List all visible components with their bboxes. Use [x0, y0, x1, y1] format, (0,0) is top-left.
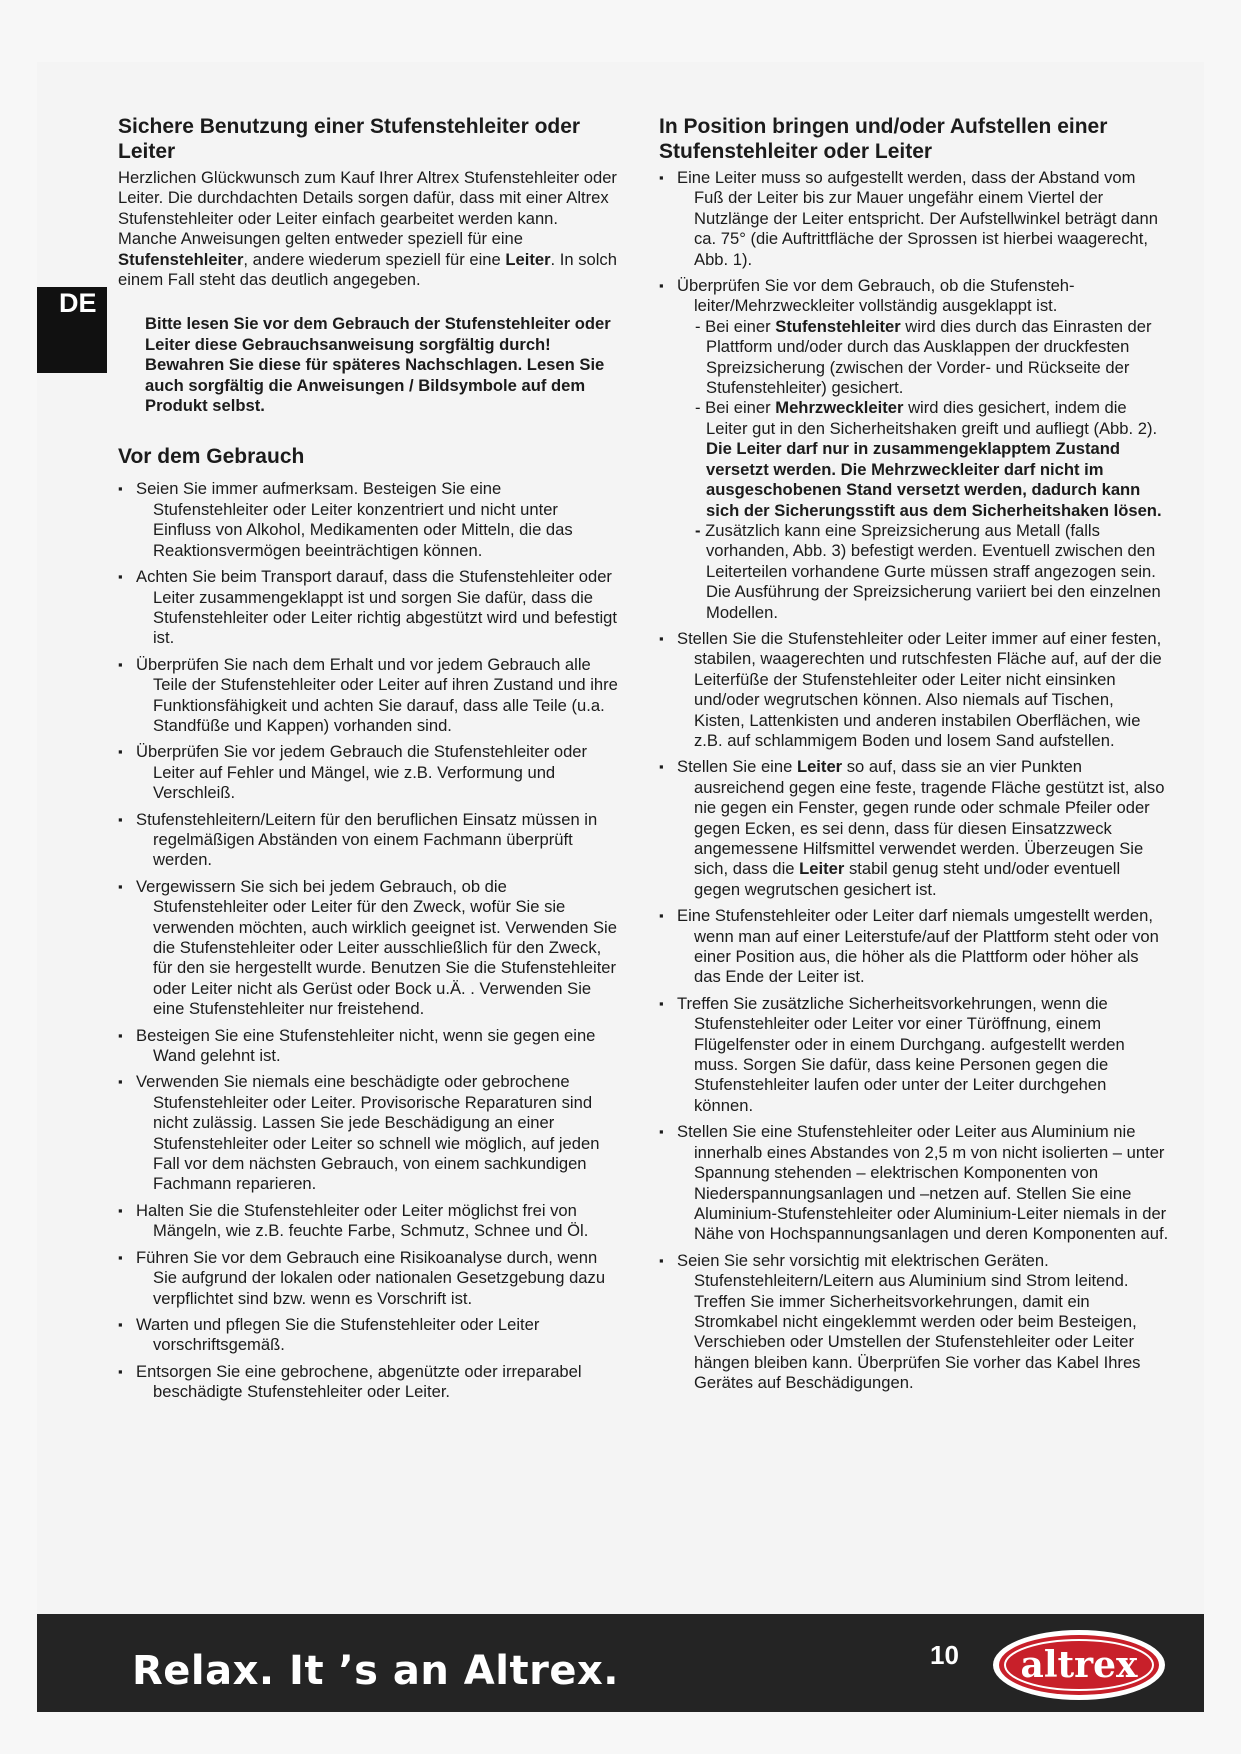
list-item: ▪ Überprüfen Sie nach dem Erhalt und vor jedem Gebrauch alle Teile der Stufenstehleiter oder Leiter auf ihren Zustand und ihre Funktionsfähigkeit und achten Sie darauf, dass alle Teile (u.a. Standfüße und Kappen) vorhanden sind.: [118, 655, 618, 737]
sub-item: - Bei einer Mehrzweckleiter wird dies gesichert, indem die Leiter gut in den Sicherheitshaken greift und aufliegt (Abb. 2). Die Leiter darf nur in zusammengeklapptem Zustand versetzt werden. Die Mehrzweckleiter darf nicht im ausgeschobenen Stand versetzt werden, dadurch kann sich der Sicherungsstift aus dem Sicherheitshaken lösen.: [695, 398, 1162, 520]
intro-paragraph: Herzlichen Glückwunsch zum Kauf Ihrer Altrex Stufenstehleiter oder Leiter. Die durchdachten Details sorgen dafür, dass mit einer Altrex Stufenstehleiter oder Leiter einfach gearbeitet werden kann. Manche Anweisungen gelten entweder speziell für eine Stufenstehleiter, andere wiederum speziell für eine Leiter. In solch einem Fall steht das deutlich angegeben.: [118, 168, 617, 290]
list-item: ▪ Stufenstehleitern/Leitern für den beruflichen Einsatz müssen in regelmäßigen Abständen von einem Fachmann überprüft werden.: [118, 810, 618, 871]
logo-text: altrex: [1020, 1644, 1138, 1686]
list-item: ▪ Stellen Sie die Stufenstehleiter oder Leiter immer auf einer festen, stabilen, waagerechten und rutschfesten Fläche auf, auf der die Leiterfüße der Stufenstehleiter oder Leiter nicht einsinken und/oder wegrutschen können. Also niemals auf Tischen, Kisten, Lattenkisten und anderen instabilen Oberflächen, wie z.B. auf schlammigem Boden und losem Sand aufstellen.: [659, 629, 1169, 751]
sub-item: - Bei einer Stufenstehleiter wird dies durch das Einrasten der Plattform und/oder durch das Ausklappen der druckfesten Spreizsicherung (zwischen der Vorder- und Rückseite der Stufenstehleiter) gesichert.: [695, 316, 1152, 398]
sub-item: - Zusätzlich kann eine Spreizsicherung aus Metall (falls vorhanden, Abb. 3) befestigt werden. Eventuell zwischen den Leiterteilen vorhandene Gurte müssen straff angezogen sein. Die Ausführung der Spreizsicherung variiert bei den einzelnen Modellen.: [695, 520, 1161, 622]
list-item: ▪ Seien Sie sehr vorsichtig mit elektrischen Geräten. Stufenstehleitern/Leitern aus Aluminium sind Strom leitend. Treffen Sie immer Sicherheitsvorkehrungen, damit ein Stromkabel nicht eingeklemmt werden oder beim Besteigen, Verschieben oder Umstellen der Stufenstehleiter oder Leiter hängen bleiben kann. Überprüfen Sie vorher das Kabel Ihres Gerätes auf Beschädigungen.: [659, 1251, 1169, 1394]
sub-list: [695, 317, 1169, 623]
right-column: [659, 114, 1169, 1400]
slogan: Relax. It ’s an Altrex.: [132, 1648, 619, 1694]
list-item: ▪ Besteigen Sie eine Stufenstehleiter nicht, wenn sie gegen eine Wand gelehnt ist.: [118, 1026, 618, 1067]
list-item: ▪ Halten Sie die Stufenstehleiter oder Leiter möglichst frei von Mängeln, wie z.B. feuchte Farbe, Schmutz, Schnee und Öl.: [118, 1201, 618, 1242]
list-item: ▪ Führen Sie vor dem Gebrauch eine Risikoanalyse durch, wenn Sie aufgrund der lokalen oder nationalen Gesetzgebung dazu verpflichtet sind bzw. wenn es Vorschrift ist.: [118, 1248, 618, 1309]
list-item: ▪ Achten Sie beim Transport darauf, dass die Stufenstehleiter oder Leiter zusammengeklappt ist und sorgen Sie dafür, dass die Stufenstehleiter oder Leiter richtig abgestützt wird und befestigt ist.: [118, 567, 618, 649]
page-number: 10: [930, 1640, 959, 1670]
list-item: ▪ Verwenden Sie niemals eine beschädigte oder gebrochene Stufenstehleiter oder Leiter. Provisorische Reparaturen sind nicht zulässig. Lassen Sie jede Beschädigung an einer Stufenstehleiter oder Leiter so schnell wie möglich, auf jeden Fall vor dem nächsten Gebrauch, von einem sachkundigen Fachmann reparieren.: [118, 1072, 618, 1194]
section-title-before-use: Vor dem Gebrauch: [118, 445, 305, 469]
language-tab: DE: [37, 287, 107, 373]
list-item: ▪ Überprüfen Sie vor jedem Gebrauch die Stufenstehleiter oder Leiter auf Fehler und Mängel, wie z.B. Verformung und Verschleiß.: [118, 742, 618, 803]
list-item: ▪ Stellen Sie eine Leiter so auf, dass sie an vier Punkten ausreichend gegen eine feste, tragende Fläche gestützt ist, also nie gegen ein Fenster, gegen runde oder schmale Pfeiler oder gegen Ecken, es sei denn, dass für diesen Einsatzzweck angemessene Hilfsmittel verwendet werden. Überzeugen Sie sich, dass die Leiter stabil genug steht und/oder eventuell gegen wegrutschen gesichert ist.: [659, 757, 1169, 900]
read-instructions-notice: Bitte lesen Sie vor dem Gebrauch der Stufenstehleiter oder Leiter diese Gebrauchsanweisung sorgfältig durch! Bewahren Sie diese für späteres Nachschlagen. Lesen Sie auch sorgfältig die Anweisungen / Bildsymbole auf dem Produkt selbst.: [145, 314, 611, 416]
list-item: ▪ Vergewissern Sie sich bei jedem Gebrauch, ob die Stufenstehleiter oder Leiter für den Zweck, wofür Sie sie verwenden möchten, auch wirklich geeignet ist. Verwenden Sie die Stufenstehleiter oder Leiter ausschließlich für den Zweck, für den sie hergestellt wurde. Benutzen Sie die Stufenstehleiter oder Leiter nicht als Gerüst oder Bock u.Ä. . Verwenden Sie eine Stufenstehleiter nur freistehend.: [118, 877, 618, 1020]
list-item: ▪ Eine Stufenstehleiter oder Leiter darf niemals umgestellt werden, wenn man auf einer Leiterstufe/auf der Plattform steht oder von einer Position aus, die höher als die Plattform oder höher als das Ende der Leiter ist.: [659, 906, 1169, 988]
list-item: ▪ Entsorgen Sie eine gebrochene, abgenützte oder irreparabel beschädigte Stufenstehleiter oder Leiter.: [118, 1362, 618, 1403]
altrex-logo-icon: [989, 1626, 1169, 1704]
list-item: ▪ Treffen Sie zusätzliche Sicherheitsvorkehrungen, wenn die Stufenstehleiter oder Leiter vor einer Türöffnung, einem Flügelfenster oder in einem Durchgang. aufgestellt werden muss. Sorgen Sie dafür, dass keine Personen gegen die Stufenstehleiter laufen oder unter der Leiter durchgehen können.: [659, 994, 1169, 1116]
before-use-list: [118, 479, 618, 1402]
list-item: ▪ Eine Leiter muss so aufgestellt werden, dass der Abstand vom Fuß der Leiter bis zur Mauer ungefähr einem Viertel der Nutzlänge der Leiter entspricht. Der Aufstellwinkel beträgt dann ca. 75° (die Auftrittfläche der Sprossen ist hierbei waagerecht, Abb. 1).: [659, 168, 1169, 270]
footer-banner: [37, 1614, 1204, 1712]
list-item: ▪ Überprüfen Sie vor dem Gebrauch, ob die Stufensteh-leiter/Mehrzweckleiter vollständig ausgeklappt ist. - Bei einer Stufenstehleiter wird dies durch das Einrasten der Plattform und/oder durch das Ausklappen der druckfesten Spreizsicherung (zwischen der Vorder- und Rückseite der Stufenstehleiter) gesichert. - Bei einer Mehrzweckleiter wird dies gesichert, indem die Leiter gut in den Sicherheitshaken greift und aufliegt (Abb. 2). Die Leiter darf nur in zusammengeklapptem Zustand versetzt werden. Die Mehrzweckleiter darf nicht im ausgeschobenen Stand versetzt werden, dadurch kann sich der Sicherungsstift aus dem Sicherheitshaken lösen. - Zusätzlich kann eine Spreizsicherung aus Metall (falls vorhanden, Abb. 3) befestigt werden. Eventuell zwischen den Leiterteilen vorhandene Gurte müssen straff angezogen sein. Die Ausführung der Spreizsicherung variiert bei den einzelnen Modellen.: [659, 276, 1169, 623]
list-item: ▪ Seien Sie immer aufmerksam. Besteigen Sie eine Stufenstehleiter oder Leiter konzentriert und nicht unter Einfluss von Alkohol, Medikamenten oder Mitteln, die das Reaktionsvermögen beeinträchtigen können.: [118, 479, 618, 561]
positioning-list: [659, 168, 1169, 1394]
section-title-positioning: In Position bringen und/oder Aufstellen einer Stufenstehleiter oder Leiter: [659, 115, 1108, 163]
section-title-safe-use: Sichere Benutzung einer Stufenstehleiter oder Leiter: [118, 115, 581, 163]
list-item: ▪ Warten und pflegen Sie die Stufenstehleiter oder Leiter vorschriftsgemäß.: [118, 1315, 618, 1356]
left-column: [118, 114, 618, 1409]
list-item: ▪ Stellen Sie eine Stufenstehleiter oder Leiter aus Aluminium nie innerhalb eines Abstandes von 2,5 m von nicht isolierten – unter Spannung stehenden – elektrischen Komponenten von Niederspannungsanlagen und –netzen auf. Stellen Sie eine Aluminium-Stufenstehleiter oder Aluminium-Leiter niemals in der Nähe von Hochspannungsanlagen und deren Komponenten auf.: [659, 1122, 1169, 1244]
